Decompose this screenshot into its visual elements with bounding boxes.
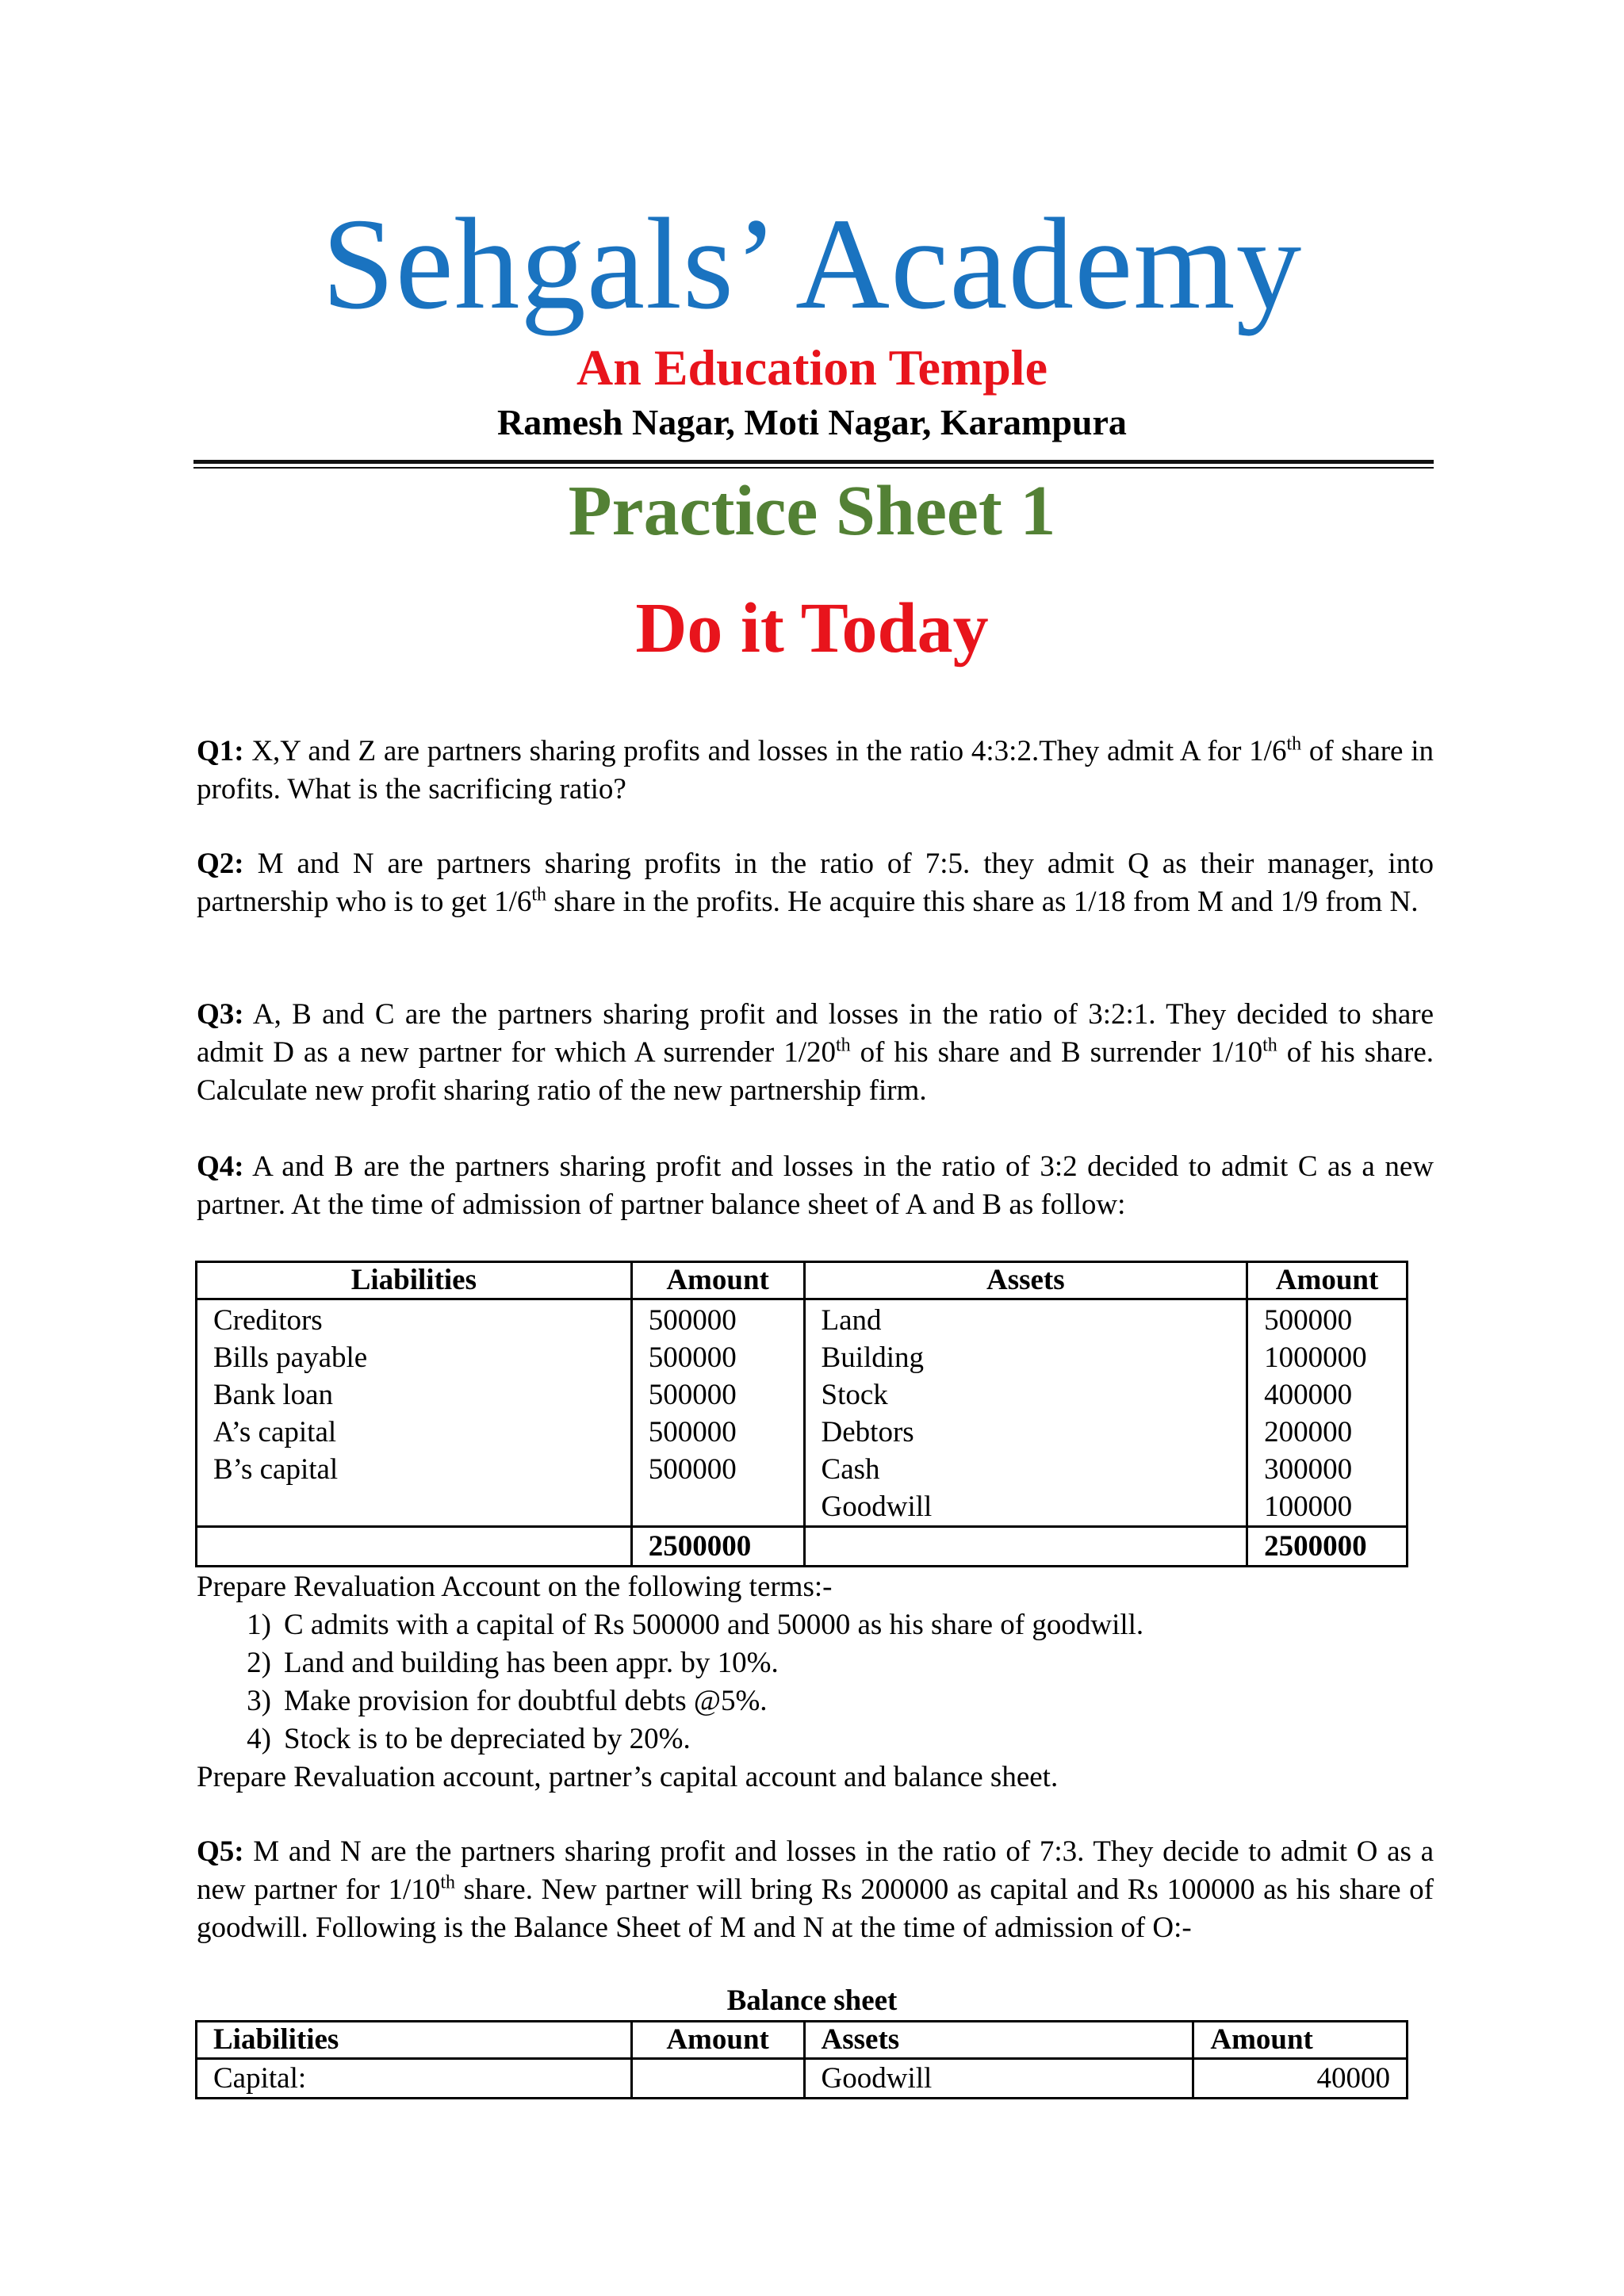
asset-amount: 400000: [1264, 1379, 1353, 1411]
header-assets: Assets: [804, 2022, 1193, 2059]
asset-item: Stock: [821, 1379, 888, 1411]
liability-item: Bank loan: [213, 1379, 334, 1411]
header-liabilities: Liabilities: [197, 1262, 632, 1299]
list-number: 1): [247, 1609, 271, 1641]
balance-sheet-table-q5: [195, 2020, 1408, 2099]
liability-amount: 500000: [648, 1341, 737, 1374]
total-assets: 2500000: [1247, 1527, 1408, 1567]
assets-column: [804, 1299, 1247, 1527]
asset-amount: 40000: [1193, 2059, 1408, 2099]
question-2-text-cont: share in the profits. He acquire this share as 1/18 from M and 1/9 from N.: [546, 886, 1419, 918]
question-5-text-cont: share. New partner will bring Rs 200000 as capital and Rs 100000 as his share of goodwill. Following is the Balance Sheet of M and N at the time of admission of O:-: [197, 1873, 1434, 1944]
liability-item: Capital:: [197, 2059, 632, 2099]
question-1-text-cont: of share in profits. What is the sacrificing ratio?: [197, 735, 1434, 806]
liability-item: A’s capital: [213, 1416, 337, 1448]
header-rule-thick: [193, 460, 1434, 464]
list-item: [214, 1606, 1143, 1644]
liability-amount: 500000: [648, 1379, 737, 1411]
question-5-label: Q5:: [197, 1835, 244, 1868]
table-total-row: [197, 1527, 1408, 1567]
balance-sheet-title: Balance sheet: [726, 1984, 898, 2017]
liability-amount: 500000: [648, 1304, 737, 1337]
header-assets: Assets: [804, 1262, 1247, 1299]
header-amount: Amount: [1247, 1262, 1408, 1299]
asset-amount: 1000000: [1264, 1341, 1367, 1374]
sheet-title: Practice Sheet 1: [568, 472, 1056, 550]
list-item: [214, 1682, 1143, 1720]
table-header-row: [197, 2022, 1408, 2059]
question-1-label: Q1:: [197, 735, 244, 767]
question-4-label: Q4:: [197, 1150, 244, 1183]
header-rule-thin: [193, 467, 1434, 469]
question-5-text: M and N are the partners sharing profit and losses in the ratio of 7:3. They decide to admit O as a new partner for 1/10: [197, 1835, 1434, 1906]
liability-item: Creditors: [213, 1304, 323, 1337]
question-1: [197, 733, 1434, 809]
list-text: Land and building has been appr. by 10%.: [284, 1647, 779, 1679]
list-number: 4): [247, 1723, 271, 1755]
asset-item: Cash: [821, 1453, 880, 1486]
superscript: th: [1286, 733, 1302, 755]
question-3: [197, 996, 1434, 1110]
superscript: th: [836, 1035, 851, 1056]
liability-amounts-column: [631, 1299, 804, 1527]
header-amount: Amount: [631, 2022, 804, 2059]
balance-sheet-table-q4: [195, 1261, 1408, 1567]
question-3-text-end: of his share. Calculate new profit sharing ratio of the new partnership firm.: [197, 1036, 1434, 1107]
asset-item: Debtors: [821, 1416, 914, 1448]
question-3-text: A, B and C are the partners sharing profit and losses in the ratio of 3:2:1. They decided to share admit D as a new partner for which A surrender 1/20: [197, 998, 1434, 1069]
liabilities-column: [197, 1299, 632, 1527]
table-row: [197, 2059, 1408, 2099]
prepare-intro: Prepare Revaluation Account on the following terms:-: [197, 1571, 833, 1603]
list-item: [214, 1720, 1143, 1758]
brand-name: Sehgals’ Academy: [321, 191, 1303, 336]
asset-amount: 300000: [1264, 1453, 1353, 1486]
asset-amount: 100000: [1264, 1490, 1353, 1523]
address: Ramesh Nagar, Moti Nagar, Karampura: [497, 402, 1127, 442]
question-2: [197, 845, 1434, 921]
asset-amount: 500000: [1264, 1304, 1353, 1337]
question-2-label: Q2:: [197, 848, 244, 880]
question-4-text: A and B are the partners sharing profit and losses in the ratio of 3:2 decided to admit C as a new partner. At the time of admission of partner balance sheet of A and B as follow:: [197, 1150, 1434, 1221]
list-number: 2): [247, 1647, 271, 1679]
superscript: th: [1262, 1035, 1277, 1056]
list-item: [214, 1644, 1143, 1682]
total-blank-cell: [197, 1527, 632, 1567]
asset-item: Building: [821, 1341, 925, 1374]
question-5: [197, 1833, 1434, 1947]
superscript: th: [531, 884, 547, 905]
asset-item: Goodwill: [821, 1490, 933, 1523]
sheet-subtitle: Do it Today: [635, 589, 989, 668]
header-amount: Amount: [631, 1262, 804, 1299]
liability-amount: 500000: [648, 1453, 737, 1486]
prepare-outro: Prepare Revaluation account, partner’s capital account and balance sheet.: [197, 1761, 1059, 1793]
question-3-label: Q3:: [197, 998, 244, 1031]
tagline: An Education Temple: [576, 339, 1048, 396]
terms-list: [214, 1606, 1143, 1758]
liability-amount: 500000: [648, 1416, 737, 1448]
total-liabilities: 2500000: [631, 1527, 804, 1567]
asset-item: Goodwill: [804, 2059, 1193, 2099]
asset-amounts-column: [1247, 1299, 1408, 1527]
superscript: th: [440, 1872, 455, 1893]
liability-amount: [631, 2059, 804, 2099]
table-body-row: [197, 1299, 1408, 1527]
question-2-text: M and N are partners sharing profits in the ratio of 7:5. they admit Q as their manager, into partnership who is to get 1/6: [197, 848, 1434, 918]
question-3-text-cont: of his share and B surrender 1/10: [850, 1036, 1263, 1069]
header-amount: Amount: [1193, 2022, 1408, 2059]
list-text: C admits with a capital of Rs 500000 and 50000 as his share of goodwill.: [284, 1609, 1144, 1641]
question-4: [197, 1148, 1434, 1224]
total-blank-cell: [804, 1527, 1247, 1567]
list-text: Stock is to be depreciated by 20%.: [284, 1723, 691, 1755]
asset-amount: 200000: [1264, 1416, 1353, 1448]
question-1-text: X,Y and Z are partners sharing profits and losses in the ratio 4:3:2.They admit A for 1/6: [243, 735, 1287, 767]
table-header-row: [197, 1262, 1408, 1299]
liability-item: B’s capital: [213, 1453, 339, 1486]
list-text: Make provision for doubtful debts @5%.: [284, 1685, 768, 1717]
asset-item: Land: [821, 1304, 882, 1337]
header-liabilities: Liabilities: [197, 2022, 632, 2059]
liability-item: Bills payable: [213, 1341, 368, 1374]
list-number: 3): [247, 1685, 271, 1717]
